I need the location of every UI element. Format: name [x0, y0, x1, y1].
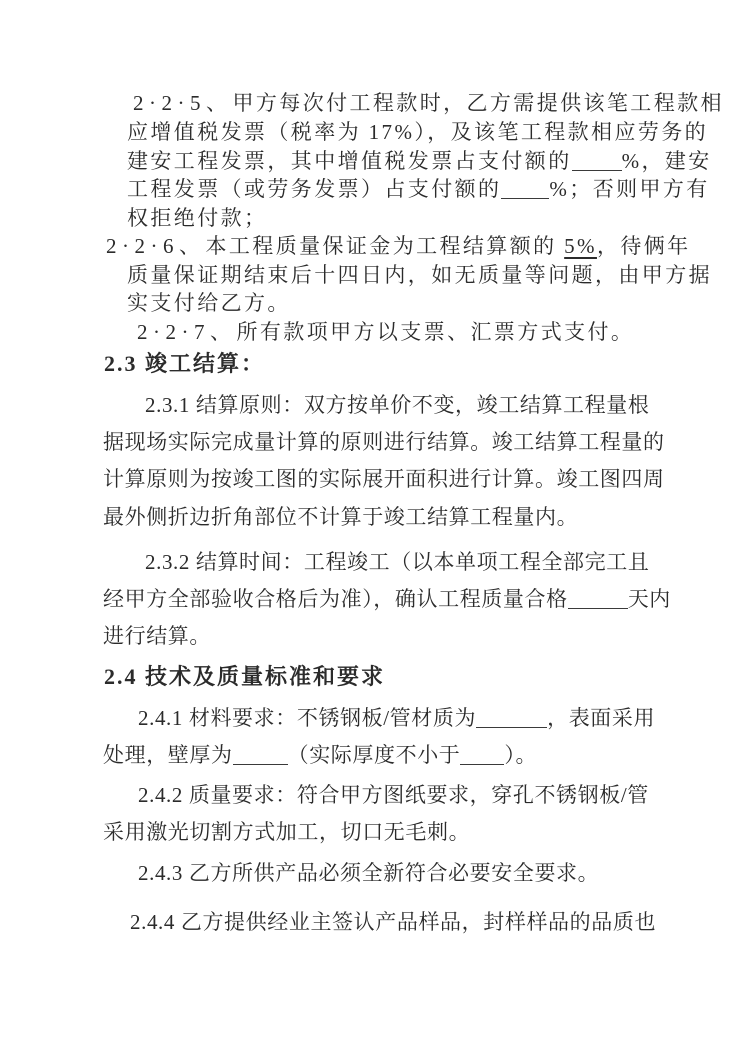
text-run: （实际厚度不小于 [287, 743, 461, 767]
text-run: %，建安 [621, 149, 712, 173]
clause-line [127, 263, 712, 287]
clause-line [103, 624, 211, 648]
clause-line [103, 505, 578, 529]
fill-in-blank [460, 745, 504, 765]
text-run: 2.3.2 结算时间：工程竣工（以本单项工程全部完工且 [145, 550, 650, 574]
text-run: 质量保证期结束后十四日内，如无质量等问题，由甲方据 [127, 263, 712, 287]
clause-line [137, 320, 634, 344]
clause-line [130, 910, 656, 934]
text-run: 最外侧折边折角部位不计算于竣工结算工程量内。 [103, 505, 579, 529]
text-run: 应增值税发票（税率为 17%），及该笔工程款相应劳务的 [127, 120, 709, 144]
clause-line [138, 706, 655, 730]
text-run: 进行结算。 [103, 624, 211, 648]
text-run: ）。 [504, 743, 538, 767]
fill-in-blank [476, 708, 547, 728]
text-run: 2.4.4 乙方提供经业主签认产品样品，封样样品的品质也 [130, 910, 657, 934]
text-run: 工程发票（或劳务发票）占支付额的 [127, 177, 502, 201]
clause-line [103, 587, 671, 611]
clause-line [127, 120, 708, 144]
clause-line [106, 234, 691, 258]
text-run: 采用激光切割方式加工，切口无毛刺。 [103, 820, 471, 844]
clause-line [103, 820, 470, 844]
clause-line [145, 550, 649, 574]
clause-line [103, 743, 537, 767]
text-run: 计算原则为按竣工图的实际展开面积进行计算。竣工图四周 [103, 467, 665, 491]
underlined-value: 5% [564, 234, 597, 258]
clause-line [138, 783, 649, 807]
clause-number: 2·2·5、 [133, 91, 233, 115]
clause-line [133, 91, 724, 115]
text-run: 处理，壁厚为 [103, 743, 233, 767]
text-run: 甲方每次付工程款时，乙方需提供该笔工程款相 [232, 91, 724, 115]
fill-in-blank [233, 745, 288, 765]
clause-line [145, 393, 649, 417]
text-run: 本工程质量保证金为工程结算额的 [205, 234, 565, 258]
fill-in-blank [572, 151, 622, 171]
clause-number: 2·2·6、 [106, 234, 206, 258]
clause-number: 2·2·7、 [137, 320, 237, 344]
section-heading [104, 352, 265, 376]
clause-line [127, 177, 710, 201]
text-run: 2.3.1 结算原则：双方按单价不变，竣工结算工程量根 [145, 393, 650, 417]
fill-in-blank [568, 589, 628, 609]
clause-line [127, 149, 712, 173]
clause-line [127, 291, 291, 315]
clause-line [103, 430, 665, 454]
text-run: 权拒绝付款； [127, 206, 268, 230]
text-run: 2.3 竣工结算： [104, 351, 266, 376]
text-run: 建安工程发票，其中增值税发票占支付额的 [127, 149, 572, 173]
text-run: 实支付给乙方。 [127, 291, 291, 315]
text-run: 2.4.1 材料要求：不锈钢板/管材质为 [138, 706, 477, 730]
clause-line [138, 861, 599, 885]
text-run: ，表面采用 [547, 706, 656, 730]
clause-line [127, 206, 267, 230]
text-run: 天内 [627, 587, 671, 611]
text-run: 2.4 技术及质量标准和要求 [104, 664, 386, 689]
fill-in-blank [501, 179, 549, 199]
section-heading [104, 665, 385, 689]
text-run: 2.4.3 乙方所供产品必须全新符合必要安全要求。 [138, 861, 600, 885]
text-run: 2.4.2 质量要求：符合甲方图纸要求，穿孔不锈钢板/管 [138, 783, 649, 807]
text-run: 据现场实际完成量计算的原则进行结算。竣工结算工程量的 [103, 430, 665, 454]
text-run: 所有款项甲方以支票、汇票方式支付。 [236, 320, 635, 344]
text-run: 经甲方全部验收合格后为准），确认工程质量合格 [103, 587, 568, 611]
clause-line [103, 467, 665, 491]
text-run: ，待俩年 [596, 234, 691, 258]
text-run: %；否则甲方有 [549, 177, 710, 201]
